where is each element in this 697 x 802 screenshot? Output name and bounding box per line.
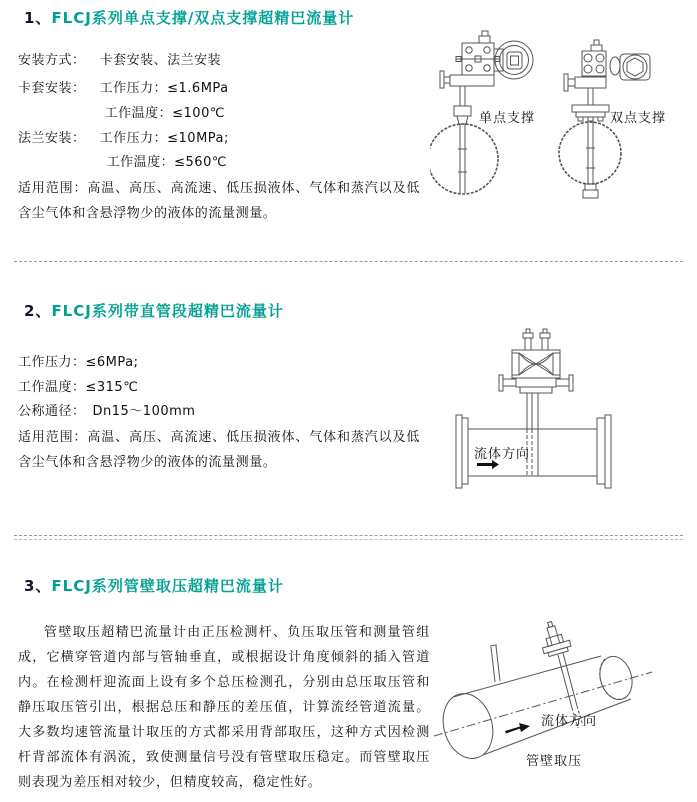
wall-tap-label: 管壁取压 — [526, 754, 583, 769]
spec-label: 卡套安装： — [18, 81, 86, 96]
spec-row-clamp-temp — [18, 102, 225, 121]
spec-value: 工作温度：≤560℃ — [106, 155, 227, 170]
spec-row-pressure: 工作压力：≤6MPa; — [18, 355, 139, 370]
spec-value: 工作压力：≤1.6MPa — [99, 81, 229, 96]
flow-arrow-icon — [505, 723, 530, 734]
section2-heading — [24, 300, 284, 321]
spec-label: 安装方式： — [18, 53, 86, 68]
section2-title: FLCJ系列带直管段超精巴流量计 — [51, 302, 284, 320]
section-divider — [14, 535, 683, 540]
section-divider — [14, 261, 683, 262]
spec-label: 法兰安装： — [18, 131, 86, 146]
section1-number: 1、 — [24, 9, 52, 27]
section1-heading — [24, 7, 354, 28]
spec-row-flange-temp — [18, 151, 227, 170]
section1-title: FLCJ系列单点支撑/双点支撑超精巴流量计 — [51, 9, 355, 27]
section3-heading — [24, 575, 284, 596]
section3-title: FLCJ系列管壁取压超精巴流量计 — [51, 577, 284, 595]
spec-row-diameter: 公称通径： Dn15～100mm — [18, 404, 196, 419]
spec-row-clamp-pressure — [18, 77, 229, 96]
section3-paragraph: 管壁取压超精巴流量计由正压检测杆、负压取压管和测量管组成，它横穿管道内部与管轴垂直，或根据设计角度倾斜的插入管道内。在检测杆迎流面上设有多个总压检测孔，分别由总压取压管和静压取压管引出，根据总压和静压的差压值，计算流经管道流量。大多数均速管流量计取压的方式都采用背部取压，这种方式因检测杆背部流体有涡流，致使测量信号没有管壁取压稳定。而管壁取压则表现为差压相对较少，但精度较高，稳定性好。 — [18, 625, 430, 790]
spec-row-temp: 工作温度：≤315℃ — [18, 380, 139, 395]
spec-value: 卡套安装、法兰安装 — [99, 53, 222, 68]
flow-direction-label-3: 流体方向 — [541, 714, 598, 729]
section3-number: 3、 — [24, 577, 52, 595]
spec-row-mount-type — [18, 49, 221, 68]
straight-pipe-diagram — [420, 320, 697, 510]
flow-direction-label-2: 流体方向 — [474, 447, 531, 462]
spec-value: 工作压力：≤10MPa; — [99, 131, 229, 146]
section2-number: 2、 — [24, 302, 52, 320]
section1-scope: 适用范围：高温、高压、高流速、低压损液体、气体和蒸汽以及低含尘气体和含悬浮物少的液体的流量测量。 — [18, 181, 420, 221]
section2-scope: 适用范围：高温、高压、高流速、低压损液体、气体和蒸汽以及低含尘气体和含悬浮物少的液体的流量测量。 — [18, 430, 420, 470]
spec-row-flange-pressure — [18, 127, 229, 146]
single-support-label: 单点支撑 — [479, 111, 536, 126]
spec-value: 工作温度：≤100℃ — [104, 106, 225, 121]
double-support-label: 双点支撑 — [610, 111, 667, 126]
wall-tap-diagram — [420, 590, 697, 802]
